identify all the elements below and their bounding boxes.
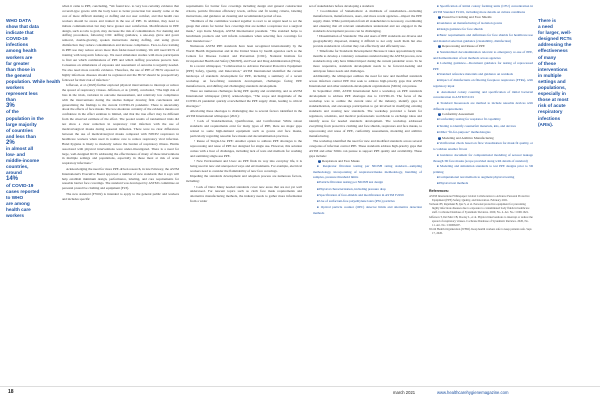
page-footer [0,386,600,398]
pullquote-left-line: workers are [6,54,33,60]
pullquote-left-line: infections [6,42,29,48]
gap-item [309,205,422,216]
pullquote-right-line: especially in [538,91,566,97]
gap-item [429,27,533,33]
gap-category-heading [429,112,533,117]
gap-item [429,153,533,164]
pullquote-left-line: the general [6,72,32,78]
gap-category-heading [429,44,533,49]
gap-text: Testing to identify counterfeit materials, kits, and devices [439,123,516,128]
gap-text: Impact of disinfectants on filtering facepiece respirators (FFRs), with regulatory input [433,78,533,89]
gap-text: Standard bioaerosols are method to include reusable devices with different requirements [433,100,533,111]
pullquote-right-line: interventions [538,66,568,72]
paragraph: requirements for barrier face coverings including design and general construction criteria, particle filtration efficiency levels, airflow and fit testing criteria, labeling instructions, and guidance on cleaning and recommended period of use. [186,4,302,18]
gap-text: Modeling and Additive Manufacturing [442,136,494,141]
gap-item [429,124,533,130]
gap-item [429,164,533,175]
gap-text: Respirators and Face Masks [322,158,360,163]
gap-item [429,61,533,72]
gap-item [429,117,533,123]
check-icon: ✓ [438,45,441,48]
gap-text: Use of surfactant-free polyethylene latex (PSL) particles [319,199,395,204]
gap-text: Modeling and simulation standards to test PPE designs prior to 3D printing [433,163,533,174]
page-number: 18 [8,389,14,395]
check-icon: ✓ [438,112,441,115]
pullquote-left-line: population. While health [6,78,61,84]
pullquote-right-line: of many [538,54,556,60]
pullquote-right-line: populations, [538,85,566,91]
pullquote-right-line: risk of acute [538,103,566,109]
gap-item [429,4,533,15]
gap-text: Other "fit-for-purpose" methodologies [439,129,491,134]
pullquote-left-line: middle-income [6,158,40,164]
pullquote-left-line: workers [6,213,24,218]
gap-item [429,21,533,27]
paragraph: Additionally, the whitepaper outlines the need for new and modified standards across infection control PPE that seek to address high-priority gaps that ASTM International and other standards-development organizations (SDOs) can pursue. [309,74,422,89]
check-icon: ✓ [318,159,321,162]
gap-text: Guidance on manufacturing of isolation gowns [439,20,503,25]
pullquote-left-line: around [6,170,22,176]
footer-divider [0,386,600,387]
gap-item [429,33,533,44]
paragraph: There are numerous challenges facing PPE quality and availability, and as ASTM International whitepaper (2021) acknowledges, "The scope and magnitude of the COVID-19 pandemic quickly overwhelmed the PPE supply chain, leading to critical shortages." [186,88,302,108]
gap-item [429,90,533,101]
pullquote-left-line: countries, [6,164,29,170]
gap-category-heading [429,15,533,20]
paragraph: In a recent whitepaper, "Collaboration to Advance Personal Protective Equipment (PPE) Safety, Quality, and Innovation," ASTM International identified the current landscape of standards development for PPE, including a summary of a recent workshop on face-fitting standards development, challenges facing PPE manufacturers, and shifting and challenging standards development. [186,64,302,88]
pullquote-right-line: effectiveness [538,48,568,54]
pullquote-left-line: 2% [6,139,15,146]
gap-text: Specification of face-shields and modification in ASTM F2299 [319,192,404,197]
pullquote-right-line: a need [538,24,553,30]
pullquote-left-line: show that data [6,24,39,30]
pullquote-left-line: 3% [6,103,15,110]
magazine-url-link[interactable]: www.healthcarehygienemagazine.com [437,390,509,395]
gap-text: Conformity Assessment [442,111,475,116]
gap-text: Guidance document for computational modeling of aerosol leakage through 3D face masks (scope provided along with details of standard) [433,152,533,163]
pullquote-left-line: cases reported [6,188,40,194]
pullquote-right [538,18,596,128]
reference-item: ASTM International Whitepaper: Global Collaboration to Advance Personal Protective Equipment (PPE) Safety, Quality, and Innovation. February 2021. [429,194,530,203]
gap-item [309,180,422,186]
article-column-2 [186,4,302,205]
paragraph: The new standard (F3502) is intended to apply to the general public and workers and includes specific [62,191,179,201]
gap-text: Physical characterization, including pressure drop [319,186,386,191]
gap-item [309,193,422,199]
gap-item [429,50,533,61]
bullet-item: • Lack of Data: Many needed standards cover new areas that are not yet well understood. For nascent topics such as cloth face mask requirements and alternative manufacturing methods, the industry needs to gather more information from a wider [186,185,302,205]
pullquote-left-line: indicate that [6,30,34,36]
paragraph: Acknowledging the need for more PPE-driven research, in late February, the ASTM International's Executive Board approved a number of new standards that it says will help establish minimum design, performance, labeling, and care requirements for reusable barrier face coverings. The standard was developed by ASTM's committee on personal protective clothing and equipment (F23). [62,166,179,191]
issue-date: march 2021 [393,390,416,395]
gap-category-heading [309,159,422,164]
gap-item [309,164,422,180]
pullquote-left-line: workers [6,85,24,91]
gap-text: Design guidance for face shields [439,26,483,31]
gap-text: Respirator filtration testing per NIOSH rating standard—sampling methodology, incorporating of respirators/masks methodology, handling of samples, pressure threshold limits [313,164,422,179]
pullquote-left-line: population in the [6,115,44,121]
paragraph: The workshop identified the need for new and modified standards across several categories of infection control PPE. These standards address high-priority gaps that ASTM and other SDOs can pursue to support PPE quality and availability. These gaps include: [309,138,422,158]
pullquote-right-line: for larger, well- [538,30,572,36]
pullquote-left-line: among health [6,48,37,54]
pullquote-left-line: represent less [6,91,38,97]
gap-item [429,72,533,78]
gap-text: Conformity testing for respirator fit capability [439,117,501,122]
gap-text: Standard reference materials and guidance on residuals [439,72,513,76]
gap-text: Reprocessing and Reuse of PPE [442,44,485,49]
pullquote-right-line: (ARIs). [538,121,554,127]
gap-text: Basic requirements and definitions for face shields for healthcare use and material selection guidance (cleanability, disinfection) [433,33,533,43]
gap-item [429,141,533,152]
pullquote-right-line: designed RCTs [538,36,572,42]
pullquote-left-line: and less than [6,133,36,139]
pullquote-right-line: settings and [538,78,566,84]
gap-text: Labeling guidance—Document guidance for testing of reprocessed PPE [433,60,533,71]
gap-item [429,78,533,89]
bullet-item: • Coordination of Stakeholders: A multitude of stakeholders—including manufacturers, manufacturers, users, and more recent agencies—impact the PPE supply chain. While participation from all stakeholders is necessary, coordinating and ensuring that all relevant stakeholders understand and are engaged in the standards development process can be challenging. [309,9,422,34]
pullquote-left-line: are among [6,200,30,206]
article-column-1 [62,4,179,202]
bullet-item: • Reuse of Single-Use PPE: Another option to address PPE shortages is the reprocessing and reuse of PPE not designed for single use. However, this solution comes with a host of challenges, including lack of tests and methods for washing and sanitizing single-use PPE. [186,139,302,159]
gap-text: Specification of initial colony forming units (CFU) concentration in ASTM Standard F2101, including more details on culture conditions [433,4,533,14]
pullquote-left-line: of countries [6,127,33,133]
check-icon: ✓ [438,15,441,18]
paragraph: Impeding the standards development and adoption process are numerous factors, including: [186,174,302,184]
bullet-item: • Dissemination of Standards: The end users of PPE standards are diverse and geographically dispersed, making it difficult to not only reach them but also provide standards in a format they can effectively and efficiently use. [309,34,422,49]
pullquote-right-line: infections [538,115,561,121]
pullquote-right-line: those at most [538,97,569,103]
article-column-3 [309,4,422,217]
pullquote-left-line: COVID-19 [6,36,28,42]
paragraph: set of stakeholders before developing a standard. [309,4,375,8]
pullquote-left-line: 14% [6,176,19,183]
pullquote-right-line: There is [538,18,556,23]
gap-text: Protective Clothing and Face Shields [442,15,492,20]
paragraph: In September 2020, ASTM International held a workshop on PPE standards development to address PPE shortages due to COVID-19. The focus of the workshop was to outline the current state of the industry, identify gaps in standardization, and encourage participation to get involved in modifying existing standards and creating new standards. The workshop provided a forum for regulators, scientists, and medical professionals worldwide to exchange ideas and identify areas for needed standards development. The workshop addressed everything from protective clothing and face shields, respirators and face masks, to reprocessing and reuse of PPE, conformity assessments, modeling and additive manufacturing. [309,89,422,138]
pullquote-right-line: of these [538,60,556,66]
gap-text: Automated colony counting and specification of initial bacterial concentration in ASTM E2101 [433,89,533,100]
pullquote-left-line: than those in [6,66,36,72]
pullquote-right-line: respiratory [538,109,563,115]
gap-text: Standardized decontamination relevant to emergency re-use of PPE, and harmonization of test methods across agencies [433,49,533,60]
reference-item: Verbeek JH, Rajamaki B, Ijaz S, et al. Personal protective equipment for preventing highly infectious diseases due to exposure to contaminated body fluids in healthcare staff. Cochrane Database of Systematic Reviews. 2020, No. 4. Art. No.: CD011621. [429,202,530,215]
pullquote-left-line: in almost all [6,145,34,151]
pullquote-left-line: to WHO [6,194,24,200]
paragraph: "Members of the committee worked together to react to an urgent need to set the gauge that exists for barrier face coverings that are neither a respirator nor a surgical mask," says Katie Morgan, ASTM International president. "The standard helps to benchmark products and will inform consumers when selecting face coverings for their intended use." [186,19,302,43]
check-icon: ✓ [438,136,441,139]
gap-item [429,181,533,187]
pullquote-left-line: low- and [6,152,26,158]
pullquote-left-line: WHO DATA [6,18,32,23]
pullquote-left-line: of COVID-19 [6,182,34,188]
references-heading: References: [429,189,450,194]
pullquote-left-line: large majority [6,121,37,127]
pullquote-right-line: addressing the [538,42,572,48]
reference-item: World Health Organization (WHO). Keep health workers safe to keep patients safe. Sept. 17, 2020. [429,226,533,235]
pullquote-left-line: health care [6,206,31,212]
paragraph: Numerous ASTM PPE standards have been recognized internationally by the World Health Organization and in the United States by health agencies such as the Centers for Disease Control and Prevention (CDC), National Institute for Occupational Health and Safety (NIOSH), and Food and Drug Administration (FDA). [186,44,302,63]
gap-item [429,101,533,112]
gap-text: Particle filtration testing per NIOSH test design [319,180,383,185]
bullet-item: • Timeframe for Standards Development: Because it takes approximately nine months to develop a voluntary consensus standard using the ASTM process, new standards may only have limited impact during the current pandemic wave. To be more responsive, standards development needs to be forward-looking and anticipate future needs and challenges. [309,49,422,74]
bullet-item: • Lack of Standardization, Qualification, and Certification: While robust standards and requirements exist for many types of PPE, there are major gaps related to some high-demand equipment such as gowns and face masks, particularly regarding reusable face masks and decontamination practices. [186,119,302,139]
gap-text: Computational test methods to augment physical testing [439,175,515,179]
paragraph: Alleviating these shortages is challenging due to several factors identified in the ASTM International whitepaper (2021): [186,108,302,118]
gap-item [429,130,533,136]
gap-category-heading [429,136,533,141]
pullquote-left [6,18,61,219]
paragraph: Jefferson, et al. (2020) further explored physical interventions to interrupt or reduce the spread of respiratory viruses. Jefferson, et al. (2020), concluded, "The high risk of bias in the trials, variation in outcome measurement, and relatively low compliance with the interventions during the studies hamper drawing firm conclusions and generalizing the findings to the current COVID-19 pandemic. There is uncertainty about the effects of face masks. The low-moderate certainty of the evidence means our confidence in the effect estimate is limited, and that the true effect may be different from the observed estimate of the effect. The pooled results of randomized trials did not show a clear reduction in respiratory viral infection with the use of medical/surgical masks during seasonal influenza. There were no clear differences between the use of medical/surgical masks compared with N95/P2 respirators in healthcare workers when used in routine care to reduce respiratory viral infection. Hand hygiene is likely to modestly reduce the burden of respiratory illness. Harms associated with physical interventions were under-investigated. There is a need for large, well-designed RCTs addressing the effectiveness of many of these interventions in multiple settings and populations, especially in those most at risk of acute respiratory infections." [62,82,179,166]
bullet-item: • New Environment and Uses: As PPE finds its way into everyday life, it is being used in new and unexpected ways and environments. For example, electrical workers need to consider the flammability of new face coverings. [186,159,302,174]
gap-text: Verification check based on flow visualization for mask fit quality, or to validate another fit test [433,141,533,152]
gap-item [309,199,422,205]
gap-item [429,175,533,181]
pullquote-left-line: than [6,97,16,103]
pullquote-left-line: of the [6,109,19,115]
gap-text: Physical test methods [439,181,469,186]
gap-text: Optical particle counter (OPC) detector limits and alternative detection methods [313,205,422,216]
paragraph: when it came to PPE, concluding, "We found low- to very low-certainty evidence that coverall-type gowns with the body least to better protection but usually come at the cost of more difficult donning or doffing and not user comfort, and that health care workers should be aware and trained in the use of PPE. In addition, they need to initiate communication but may have greater user satisfaction. Modifications in PPE design, such as tabs to grab, may decrease the risk of contamination. For donning and doffing procedures, following CDC doffing guidance, a one-step glove and gown removal, double-gloving, spoken instructions during doffing, and using glove disinfection may reduce contamination and increase compliance. Face-to-face training in PPE use may reduce errors more than folder-based training. We still need RCTs of training with long-term follow-up. We need simulation studies with more participants to find out which combinations of PPE and which doffing procedure protects best. Consensus on simulations of exposure and assessment of outcome is urgently needed. We also need more real-life evidence. Therefore, the use of PPE of HCW exposed to highly infectious diseases should be registered and the HCW should be prospectively followed for their risk of infection." [62,4,179,82]
gap-item [309,187,422,193]
pullquote-right-line: in multiple [538,72,562,78]
pullquote-left-line: far greater [6,60,30,66]
reference-item: Jefferson T, Del Mar CB, Dooley L, et al. Physical interventions to interrupt or reduce the spread of respiratory viruses. Cochrane Database of Systematic Reviews. 2020, No. 11. Art. No.: CD006207. [429,214,533,227]
article-column-4 [429,4,533,235]
